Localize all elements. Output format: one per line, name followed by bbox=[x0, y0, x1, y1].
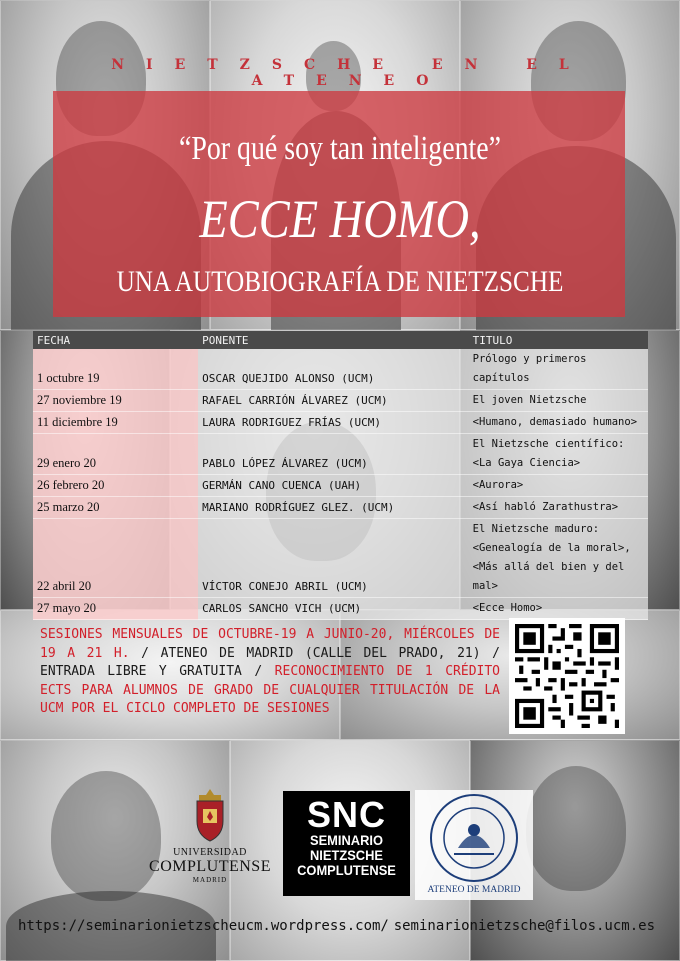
session-date: 27 mayo 20 bbox=[33, 598, 198, 620]
session-date: 1 octubre 19 bbox=[33, 349, 198, 390]
session-title: <Así habló Zarathustra> bbox=[469, 497, 648, 519]
ucm-crest-icon bbox=[189, 787, 231, 843]
table-row bbox=[33, 497, 648, 519]
session-date: 11 diciembre 19 bbox=[33, 412, 198, 434]
session-date: 26 febrero 20 bbox=[33, 475, 198, 497]
email-link[interactable]: seminarionietzsche@filos.ucm.es bbox=[393, 918, 655, 934]
column-header-speaker: PONENTE bbox=[198, 331, 469, 349]
session-title: <Aurora> bbox=[469, 475, 648, 497]
session-title: El joven Nietzsche bbox=[469, 390, 648, 412]
session-speaker: GERMÁN CANO CUENCA (UAH) bbox=[198, 475, 469, 497]
main-title: ECCE HOMO, bbox=[199, 189, 481, 249]
ucm-logo bbox=[145, 787, 275, 897]
table-row bbox=[33, 349, 648, 390]
column-header-title: TITULO bbox=[469, 331, 648, 349]
column-header-date: FECHA bbox=[33, 331, 198, 349]
session-speaker: OSCAR QUEJIDO ALONSO (UCM) bbox=[198, 349, 469, 390]
ucm-name-line2: COMPLUTENSE bbox=[149, 858, 271, 875]
snc-line3: COMPLUTENSE bbox=[297, 862, 396, 878]
table-row bbox=[33, 434, 648, 475]
info-schedule: SESIONES MENSUALES DE OCTUBRE-19 A JUNIO-20, MIÉRCOLES DE 19 A 21 H. bbox=[40, 627, 500, 661]
table-row bbox=[33, 598, 648, 620]
table-row bbox=[33, 519, 648, 598]
session-title: Prólogo y primeros capítulos bbox=[469, 349, 648, 390]
session-title: <Humano, demasiado humano> bbox=[469, 412, 648, 434]
table-row bbox=[33, 475, 648, 497]
session-speaker: CARLOS SANCHO VICH (UCM) bbox=[198, 598, 469, 620]
info-paragraph bbox=[40, 626, 500, 719]
sessions-table bbox=[33, 331, 648, 620]
session-speaker: PABLO LÓPEZ ÁLVAREZ (UCM) bbox=[198, 434, 469, 475]
session-title: El Nietzsche maduro: <Genealogía de la moral>, <Más allá del bien y del mal> bbox=[469, 519, 648, 598]
session-date: 27 noviembre 19 bbox=[33, 390, 198, 412]
table-row bbox=[33, 390, 648, 412]
session-title: <Ecce Homo> bbox=[469, 598, 648, 620]
ucm-name-line3: MADRID bbox=[192, 876, 228, 884]
session-date: 29 enero 20 bbox=[33, 434, 198, 475]
session-date: 22 abril 20 bbox=[33, 519, 198, 598]
ateneo-seal-icon bbox=[428, 792, 520, 884]
qr-code[interactable] bbox=[509, 618, 625, 734]
info-credit: RECONOCIMIENTO DE 1 CRÉDITO ECTS PARA ALUMNOS DE GRADO DE CUALQUIER TITULACIÓN DE LA UCM POR EL CICLO COMPLETO DE SESIONES bbox=[40, 664, 500, 716]
table-row bbox=[33, 412, 648, 434]
session-speaker: MARIANO RODRÍGUEZ GLEZ. (UCM) bbox=[198, 497, 469, 519]
session-title: El Nietzsche científico: <La Gaya Ciencia> bbox=[469, 434, 648, 475]
snc-acronym: SNC bbox=[306, 794, 386, 835]
ateneo-name: ATENEO DE MADRID bbox=[427, 885, 521, 895]
ucm-name-line1: UNIVERSIDAD bbox=[173, 847, 247, 858]
qr-code-icon bbox=[515, 624, 619, 728]
info-venue: / ATENEO DE MADRID (CALLE DEL PRADO, 21) / ENTRADA LIBRE Y GRATUITA / bbox=[40, 645, 500, 679]
snc-line2: NIETZSCHE bbox=[310, 847, 383, 863]
snc-line1: SEMINARIO bbox=[310, 832, 383, 848]
ateneo-logo bbox=[415, 790, 533, 900]
session-speaker: LAURA RODRIGUEZ FRÍAS (UCM) bbox=[198, 412, 469, 434]
table-header-row bbox=[33, 331, 648, 349]
session-speaker: VÍCTOR CONEJO ABRIL (UCM) bbox=[198, 519, 469, 598]
snc-logo bbox=[283, 791, 410, 896]
quote-title: “Por qué soy tan inteligente” bbox=[178, 130, 502, 167]
session-date: 25 marzo 20 bbox=[33, 497, 198, 519]
subtitle: UNA AUTOBIOGRAFÍA DE NIETZSCHE bbox=[116, 265, 564, 298]
series-title: NIETZSCHE EN EL ATENEO bbox=[111, 57, 591, 89]
session-speaker: RAFAEL CARRIÓN ÁLVAREZ (UCM) bbox=[198, 390, 469, 412]
website-link[interactable]: https://seminarionietzscheucm.wordpress.com/ bbox=[18, 918, 389, 934]
